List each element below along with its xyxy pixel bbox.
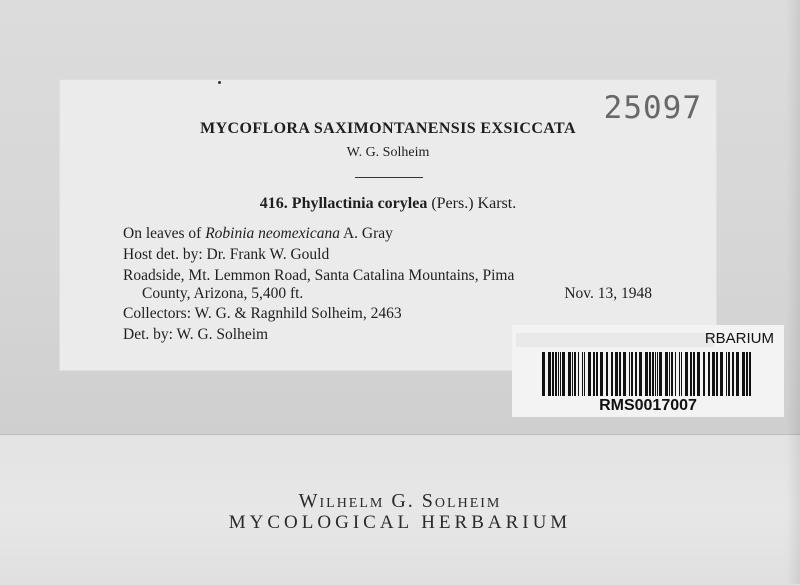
herbarium-owner: Wilhelm G. Solheim	[298, 490, 502, 512]
barcode-bar	[588, 352, 591, 396]
barcode-bar	[669, 352, 670, 396]
barcode-bar	[562, 352, 565, 396]
barcode-bar	[645, 352, 648, 396]
barcode-bar	[615, 352, 618, 396]
taxon-author: (Pers.) Karst.	[431, 195, 517, 212]
barcode-catalog-number: RMS0017007	[599, 397, 697, 414]
barcode-bar	[596, 352, 598, 396]
barcode-label	[512, 325, 784, 417]
barcode-bar	[572, 352, 573, 396]
barcode-bar	[749, 352, 751, 396]
barcode-bar	[685, 352, 688, 396]
collectors-line: Collectors: W. G. & Ragnhild Solheim, 2463	[123, 305, 402, 322]
host-determiner: Host det. by: Dr. Frank W. Gould	[123, 246, 330, 263]
ink-dot	[218, 81, 221, 84]
host-author: A. Gray	[342, 225, 393, 242]
barcode-bar	[728, 352, 730, 396]
barcode-bar	[582, 352, 583, 396]
barcode-bar	[716, 352, 718, 396]
barcode-bar	[736, 352, 739, 396]
barcode-bar	[619, 352, 621, 396]
barcode-bar	[629, 352, 630, 396]
barcode-bar	[665, 352, 668, 396]
host-line	[123, 224, 663, 244]
barcode-bar	[675, 352, 676, 396]
barcode-bar	[708, 352, 710, 396]
title-divider	[355, 177, 423, 178]
barcode-bar	[558, 352, 559, 396]
barcode-bar	[697, 352, 700, 396]
locality-line-1: Roadside, Mt. Lemmon Road, Santa Catalina Mountains, Pima	[123, 267, 515, 284]
accession-number: 25097	[603, 90, 702, 126]
barcode-bar	[568, 352, 571, 396]
barcode-bars	[542, 352, 754, 396]
barcode-bar	[548, 352, 551, 396]
barcode-bar	[726, 352, 727, 396]
barcode-bar	[742, 352, 745, 396]
barcode-bar	[746, 352, 748, 396]
barcode-bar	[593, 352, 595, 396]
determiner-line: Det. by: W. G. Solheim	[123, 326, 269, 343]
barcode-bar	[584, 352, 585, 396]
barcode-bar	[635, 352, 637, 396]
barcode-bar	[578, 352, 579, 396]
barcode-bar	[720, 352, 723, 396]
taxon-number: 416.	[259, 195, 288, 212]
barcode-bar	[652, 352, 654, 396]
barcode-bar	[574, 352, 576, 396]
taxon-line	[60, 195, 716, 213]
series-editor: W. G. Solheim	[346, 145, 430, 160]
barcode-bar	[703, 352, 705, 396]
barcode-bar	[655, 352, 656, 396]
barcode-bar	[606, 352, 608, 396]
taxon-name: Phyllactinia corylea	[291, 195, 428, 212]
barcode-bar	[623, 352, 626, 396]
barcode-bar	[732, 352, 734, 396]
barcode-bar	[712, 352, 715, 396]
covered-label-text	[516, 333, 714, 347]
barcode-bar	[671, 352, 673, 396]
barcode-bar	[693, 352, 695, 396]
barcode-bar	[600, 352, 603, 396]
barcode-bar	[679, 352, 680, 396]
barcode-bar	[690, 352, 692, 396]
barcode-bar	[560, 352, 561, 396]
barcode-bar	[657, 352, 658, 396]
host-name: Robinia neomexicana	[205, 225, 340, 242]
barcode-bar	[681, 352, 682, 396]
barcode-bar	[639, 352, 642, 396]
locality-line-2	[142, 284, 652, 304]
herbarium-name: MYCOLOGICAL HERBARIUM	[228, 512, 572, 533]
barcode-bar	[659, 352, 662, 396]
barcode-bar	[611, 352, 613, 396]
barcode-bar	[631, 352, 633, 396]
barcode-bar	[555, 352, 557, 396]
barcode-herbarium-label: RBARIUM	[704, 330, 774, 347]
barcode-bar	[542, 352, 545, 396]
collection-date: Nov. 13, 1948	[564, 285, 652, 302]
barcode-bar	[649, 352, 651, 396]
series-title: MYCOFLORA SAXIMONTANENSIS EXSICCATA	[200, 120, 576, 137]
locality-county: County, Arizona, 5,400 ft.	[142, 285, 304, 302]
host-prefix: On leaves of	[123, 225, 202, 242]
barcode-bar	[552, 352, 554, 396]
